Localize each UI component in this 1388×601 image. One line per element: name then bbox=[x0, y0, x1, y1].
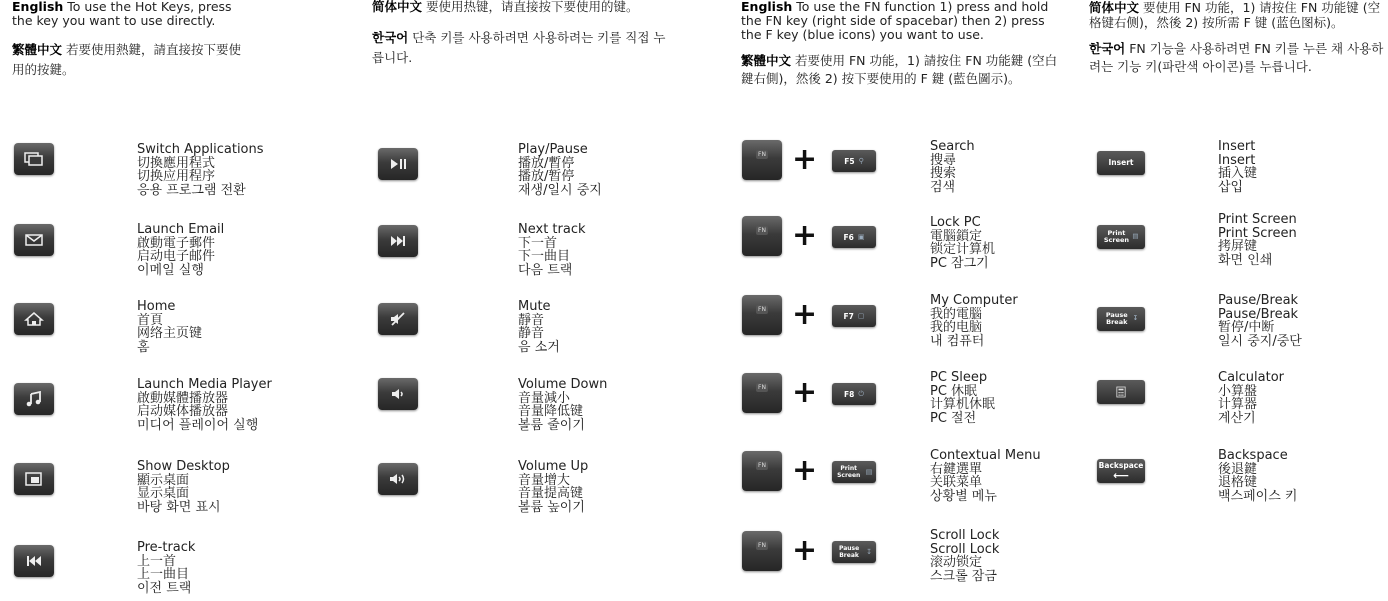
hotkey-label: Switch Applications 切換應用程式 切换应用程序 응용 프로그램 전환 bbox=[137, 142, 264, 198]
plus-sign: + bbox=[792, 297, 818, 332]
calculator-key bbox=[1097, 380, 1145, 404]
intro-text: 若要使用熱鍵，請直接按下要使用的按鍵。 bbox=[12, 42, 242, 77]
switch-apps-icon bbox=[23, 151, 45, 167]
intro-sc bbox=[372, 0, 667, 14]
print-screen-key: Print Screen ▤ bbox=[1097, 225, 1145, 249]
intro-text: 若要使用 FN 功能，1) 請按住 FN 功能鍵 (空白鍵右側)，然後 2) 按下要使用的 F 鍵 (藍色圖示)。 bbox=[741, 53, 1058, 86]
previous-track-icon bbox=[23, 553, 45, 569]
mute-key bbox=[378, 303, 418, 335]
lang-heading: 한국어 bbox=[1089, 41, 1126, 56]
intro-sc-fn bbox=[1089, 0, 1385, 30]
plus-sign: + bbox=[792, 453, 818, 488]
intro-text: FN 기능을 사용하려면 FN 키를 누른 채 사용하려는 기능 키(파란색 아이콘)를 누릅니다. bbox=[1089, 41, 1384, 74]
intro-col2 bbox=[372, 0, 667, 78]
hotkey-label: Pre-track 上一首 上一曲目 이전 트랙 bbox=[137, 540, 196, 596]
calculator-icon bbox=[1116, 386, 1126, 398]
intro-ko bbox=[372, 28, 667, 68]
hotkey-label: Next track 下一首 下一曲目 다음 트랙 bbox=[518, 222, 586, 278]
switch-apps-key bbox=[14, 143, 54, 175]
intro-text: 要使用 FN 功能，1) 请按住 FN 功能键 (空格键右侧)，然後 2) 按所需 F 键 (蓝色图标)。 bbox=[1089, 0, 1381, 30]
email-key bbox=[14, 224, 54, 256]
intro-en bbox=[12, 0, 252, 28]
print-screen-key: Print Screen ▤ bbox=[832, 461, 876, 483]
computer-icon: ▢ bbox=[857, 311, 865, 320]
play-pause-key bbox=[378, 148, 418, 180]
fn-key: FN bbox=[742, 216, 782, 256]
context-menu-icon: ▤ bbox=[1132, 232, 1139, 241]
fn-key: FN bbox=[742, 373, 782, 413]
show-desktop-key bbox=[14, 463, 54, 495]
hotkey-label: Volume Down 音量減小 音量降低键 볼륨 줄이기 bbox=[518, 377, 608, 433]
f6-key: F6 ▣ bbox=[832, 226, 876, 248]
volume-up-icon bbox=[387, 471, 409, 487]
fn-key: FN bbox=[742, 451, 782, 491]
lock-icon: ▣ bbox=[857, 232, 865, 241]
lang-heading: 简体中文 bbox=[1089, 0, 1140, 15]
volume-up-key bbox=[378, 463, 418, 495]
show-desktop-icon bbox=[23, 471, 45, 487]
fn-key: FN bbox=[742, 531, 782, 571]
pause-break-key: Pause Break ↧ bbox=[832, 541, 876, 563]
home-icon bbox=[23, 311, 45, 327]
fn-label: Scroll Lock Scroll Lock 滚动锁定 스크롤 잠금 bbox=[930, 528, 1000, 584]
intro-ko-fn bbox=[1089, 40, 1385, 76]
plus-sign: + bbox=[792, 142, 818, 177]
fn-label: PC Sleep PC 休眠 计算机休眠 PC 절전 bbox=[930, 370, 996, 426]
fn-label: Search 搜尋 搜索 검색 bbox=[930, 139, 975, 195]
f7-key: F7 ▢ bbox=[832, 305, 876, 327]
context-menu-icon: ▤ bbox=[865, 467, 873, 476]
lang-heading: 繁體中文 bbox=[12, 42, 63, 57]
intro-text: 要使用热键，请直接按下要使用的键。 bbox=[426, 0, 639, 14]
hotkey-label: Volume Up 音量增大 音量提高键 볼륨 높이기 bbox=[518, 459, 589, 515]
f5-key: F5 ⚲ bbox=[832, 150, 876, 172]
key-label: Print Screen Print Screen 拷屏键 화면 인쇄 bbox=[1218, 212, 1297, 268]
lang-heading: 简体中文 bbox=[372, 0, 423, 14]
lang-heading: 繁體中文 bbox=[741, 53, 792, 68]
volume-down-key bbox=[378, 378, 418, 410]
hotkey-label: Play/Pause 播放/暫停 播放/暂停 재생/일시 중지 bbox=[518, 142, 602, 198]
plus-sign: + bbox=[792, 533, 818, 568]
hotkey-label: Launch Media Player 啟動媒體播放器 启动媒体播放器 미디어 플레이어 실행 bbox=[137, 377, 272, 433]
intro-en-fn bbox=[741, 0, 1061, 42]
scroll-lock-icon: ↧ bbox=[1132, 314, 1139, 323]
left-arrow-icon: ⟵ bbox=[1113, 468, 1129, 482]
f8-key: F8 ⏻ bbox=[832, 383, 876, 405]
intro-text: To use the FN function 1) press and hold the FN key (right side of spacebar) then 2) press the F key (blue icons) you want to use. bbox=[741, 0, 1049, 42]
hotkey-label: Mute 靜音 静音 음 소거 bbox=[518, 299, 560, 355]
home-key bbox=[14, 303, 54, 335]
intro-text: To use the Hot Keys, press the key you want to use directly. bbox=[12, 0, 232, 28]
hotkey-label: Home 首頁 网络主页键 홈 bbox=[137, 299, 203, 355]
email-icon bbox=[23, 232, 45, 248]
plus-sign: + bbox=[792, 218, 818, 253]
lang-heading: 한국어 bbox=[372, 30, 409, 45]
hotkey-label: Show Desktop 顯示桌面 显示桌面 바탕 화면 표시 bbox=[137, 459, 230, 515]
fn-label: My Computer 我的電腦 我的电脑 내 컴퓨터 bbox=[930, 293, 1018, 349]
intro-col1 bbox=[12, 0, 252, 90]
lang-heading: English bbox=[741, 0, 793, 14]
mute-icon bbox=[387, 311, 409, 327]
volume-down-icon bbox=[387, 386, 409, 402]
intro-col3 bbox=[741, 0, 1061, 98]
previous-track-key bbox=[14, 545, 54, 577]
intro-tc bbox=[12, 40, 252, 80]
scroll-lock-icon: ↧ bbox=[866, 547, 872, 556]
intro-text: 단축 키를 사용하려면 사용하려는 키를 직접 누릅니다. bbox=[372, 30, 666, 65]
search-icon: ⚲ bbox=[858, 156, 864, 165]
key-label: Pause/Break Pause/Break 暂停/中断 일시 중지/중단 bbox=[1218, 293, 1302, 349]
fn-key: FN bbox=[742, 295, 782, 335]
pause-break-key: Pause Break ↧ bbox=[1097, 307, 1145, 331]
plus-sign: + bbox=[792, 375, 818, 410]
media-player-key bbox=[14, 383, 54, 415]
play-pause-icon bbox=[387, 156, 409, 172]
next-track-key bbox=[378, 225, 418, 257]
fn-label: Contextual Menu 右鍵選單 关联菜单 상황별 메뉴 bbox=[930, 448, 1041, 504]
intro-tc-fn bbox=[741, 52, 1061, 88]
music-note-icon bbox=[23, 391, 45, 407]
power-icon: ⏻ bbox=[858, 389, 864, 398]
key-label: Calculator 小算盤 计算器 계산기 bbox=[1218, 370, 1285, 426]
backspace-key: Backspace ⟵ bbox=[1097, 459, 1145, 483]
key-label: Insert Insert 插入键 삽입 bbox=[1218, 139, 1258, 195]
intro-col4 bbox=[1089, 0, 1385, 86]
fn-label: Lock PC 電腦鎖定 锁定计算机 PC 잠그기 bbox=[930, 215, 996, 271]
insert-key: Insert bbox=[1097, 151, 1145, 175]
fn-key: FN bbox=[742, 140, 782, 180]
key-label: Backspace 後退鍵 退格键 백스페이스 키 bbox=[1218, 448, 1298, 504]
hotkey-label: Launch Email 啟動電子郵件 启动电子邮件 이메일 실행 bbox=[137, 222, 225, 278]
next-track-icon bbox=[387, 233, 409, 249]
lang-heading: English bbox=[12, 0, 64, 14]
